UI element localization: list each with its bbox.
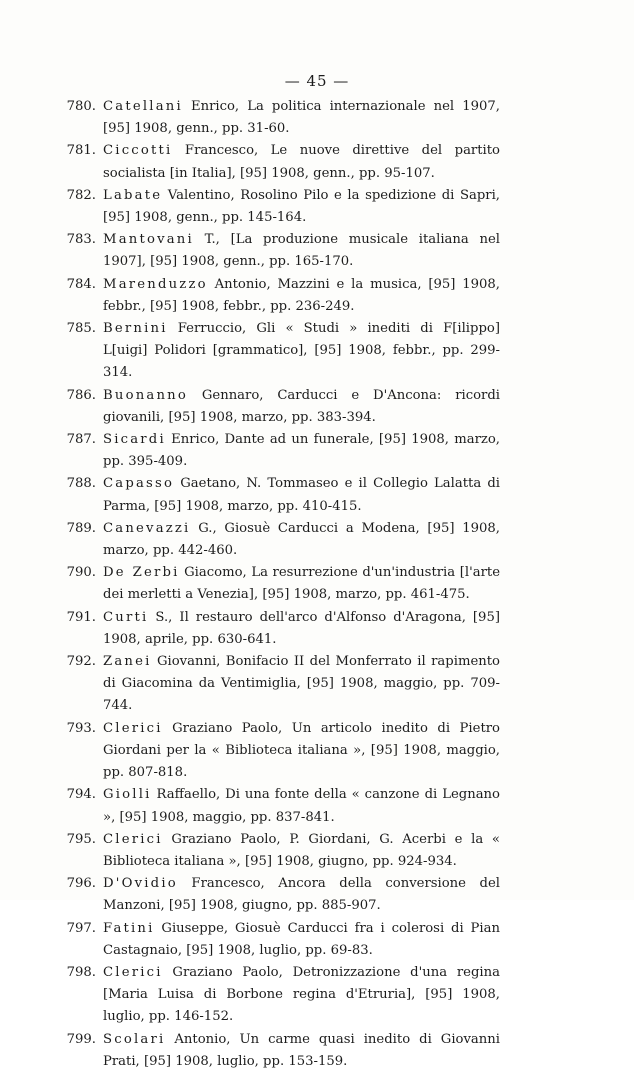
entry-author: Mantovani	[103, 232, 194, 248]
bibliography-entry	[52, 607, 500, 651]
entry-author: Curti	[103, 609, 149, 625]
bibliography-entry	[52, 96, 500, 140]
entry-number: 784.	[66, 276, 96, 292]
entry-number: 785.	[66, 321, 96, 337]
entry-author: Catellani	[103, 99, 183, 114]
entry-number: 791.	[66, 609, 96, 625]
entry-number: 798.	[66, 964, 96, 980]
bibliography-entry	[52, 918, 500, 962]
entry-number: 799.	[66, 1031, 96, 1047]
entry-text: G., Giosuè Carducci a Modena, [95] 1908, marzo, pp. 442-460.	[103, 520, 500, 559]
entry-author: Clerici	[103, 720, 163, 736]
entry-number: 788.	[66, 476, 96, 492]
entry-author: Zanei	[103, 654, 152, 670]
bibliography-entry	[52, 784, 500, 828]
entry-text: T., [La produzione musicale italiana nel 1907], [95] 1908, genn., pp. 165-170.	[103, 232, 500, 270]
entry-text: Antonio, Un carme quasi inedito di Giovanni Prati, [95] 1908, luglio, pp. 153-159.	[103, 1031, 500, 1069]
bibliography-entry	[52, 185, 500, 229]
entry-text: Giuseppe, Giosuè Carducci fra i colerosi di Pian Castagnaio, [95] 1908, luglio, pp. 69-83.	[103, 920, 500, 958]
bibliography-entry	[52, 385, 500, 429]
entry-text: Enrico, La politica internazionale nel 1907, [95] 1908, genn., pp. 31-60.	[103, 99, 500, 137]
entry-author: Buonanno	[103, 387, 189, 403]
entry-text: Giacomo, La resurrezione d'un'industria [l'arte dei merletti a Venezia], [95] 1908, marzo, pp. 461-475.	[103, 565, 501, 603]
entry-text: Raffaello, Di una fonte della « canzone di Legnano », [95] 1908, maggio, pp. 837-841.	[103, 787, 500, 825]
entry-number: 780.	[66, 99, 96, 114]
entry-text: Francesco, Ancora della conversione del Manzoni, [95] 1908, giugno, pp. 885-907.	[103, 876, 500, 914]
bibliography-entry	[52, 518, 500, 562]
entry-number: 782.	[66, 187, 96, 203]
entry-text: Ferruccio, Gli « Studi » inediti di F[ilippo] L[uigi] Polidori [grammatico], [95] 1908, febbr., pp. 299-314.	[103, 321, 500, 381]
entry-author: Bernini	[103, 321, 168, 337]
entry-number: 794.	[66, 787, 96, 803]
entry-author: De Zerbi	[103, 565, 180, 581]
entry-author: Sicardi	[103, 432, 166, 448]
entry-author: Canevazzi	[103, 520, 191, 536]
entry-author: Ciccotti	[103, 143, 173, 159]
bibliography-entry	[52, 140, 500, 184]
entry-author: Capasso	[103, 476, 175, 492]
entry-author: D'Ovidio	[103, 876, 178, 892]
bibliography-entry	[52, 229, 500, 273]
bibliography-entry	[52, 829, 500, 873]
bibliography-list	[52, 96, 500, 1073]
bibliography-entry	[52, 1029, 500, 1073]
entry-text: Antonio, Mazzini e la musica, [95] 1908, febbr., [95] 1908, febbr., pp. 236-249.	[103, 276, 500, 314]
entry-number: 795.	[66, 831, 96, 847]
bibliography-entry	[52, 562, 500, 606]
page-number: — 45 —	[284, 72, 350, 90]
bibliography-entry	[52, 429, 500, 473]
bibliography-entry	[52, 962, 500, 1029]
entry-text: Graziano Paolo, Detronizzazione d'una regina [Maria Luisa di Borbone regina d'Etruria], [95] 1908, luglio, pp. 146-152.	[103, 964, 500, 1025]
entry-author: Scolari	[103, 1031, 166, 1047]
entry-number: 786.	[66, 387, 96, 403]
entry-number: 797.	[66, 920, 96, 936]
entry-number: 787.	[66, 432, 96, 448]
entry-text: Gennaro, Carducci e D'Ancona: ricordi giovanili, [95] 1908, marzo, pp. 383-394.	[103, 387, 500, 425]
entry-number: 781.	[66, 143, 96, 159]
entry-number: 796.	[66, 876, 96, 892]
entry-text: Graziano Paolo, Un articolo inedito di Pietro Giordani per la « Biblioteca italiana », [95] 1908, maggio, pp. 807-818.	[103, 720, 500, 781]
entry-text: Francesco, Le nuove direttive del partito socialista [in Italia], [95] 1908, genn., pp. 95-107.	[103, 143, 500, 181]
entry-text: Enrico, Dante ad un funerale, [95] 1908, marzo, pp. 395-409.	[103, 432, 500, 470]
entry-author: Giolli	[103, 787, 152, 803]
entry-number: 789.	[66, 520, 96, 536]
entry-text: Giovanni, Bonifacio II del Monferrato il rapimento di Giacomina da Ventimiglia, [95] 1908, maggio, pp. 709-744.	[103, 654, 500, 714]
bibliography-entry	[52, 473, 500, 517]
entry-author: Marenduzzo	[103, 276, 208, 292]
bibliography-entry	[52, 873, 500, 917]
bibliography-entry	[52, 651, 500, 718]
entry-text: Gaetano, N. Tommaseo e il Collegio Lalatta di Parma, [95] 1908, marzo, pp. 410-415.	[103, 476, 500, 514]
bibliography-entry	[52, 274, 500, 318]
entry-number: 783.	[66, 232, 96, 248]
entry-text: Graziano Paolo, P. Giordani, G. Acerbi e la « Biblioteca italiana », [95] 1908, giugno, pp. 924-934.	[103, 831, 500, 869]
entry-author: Clerici	[103, 964, 163, 980]
entry-author: Fatini	[103, 920, 155, 936]
entry-number: 790.	[66, 565, 96, 581]
bibliography-entry	[52, 318, 500, 385]
entry-text: S., Il restauro dell'arco d'Alfonso d'Aragona, [95] 1908, aprile, pp. 630-641.	[103, 609, 500, 647]
bibliography-entry	[52, 718, 500, 785]
entry-author: Clerici	[103, 831, 163, 847]
entry-number: 793.	[66, 720, 96, 736]
entry-number: 792.	[66, 654, 96, 670]
entry-author: Labate	[103, 187, 163, 203]
entry-text: Valentino, Rosolino Pilo e la spedizione di Sapri, [95] 1908, genn., pp. 145-164.	[103, 187, 500, 226]
